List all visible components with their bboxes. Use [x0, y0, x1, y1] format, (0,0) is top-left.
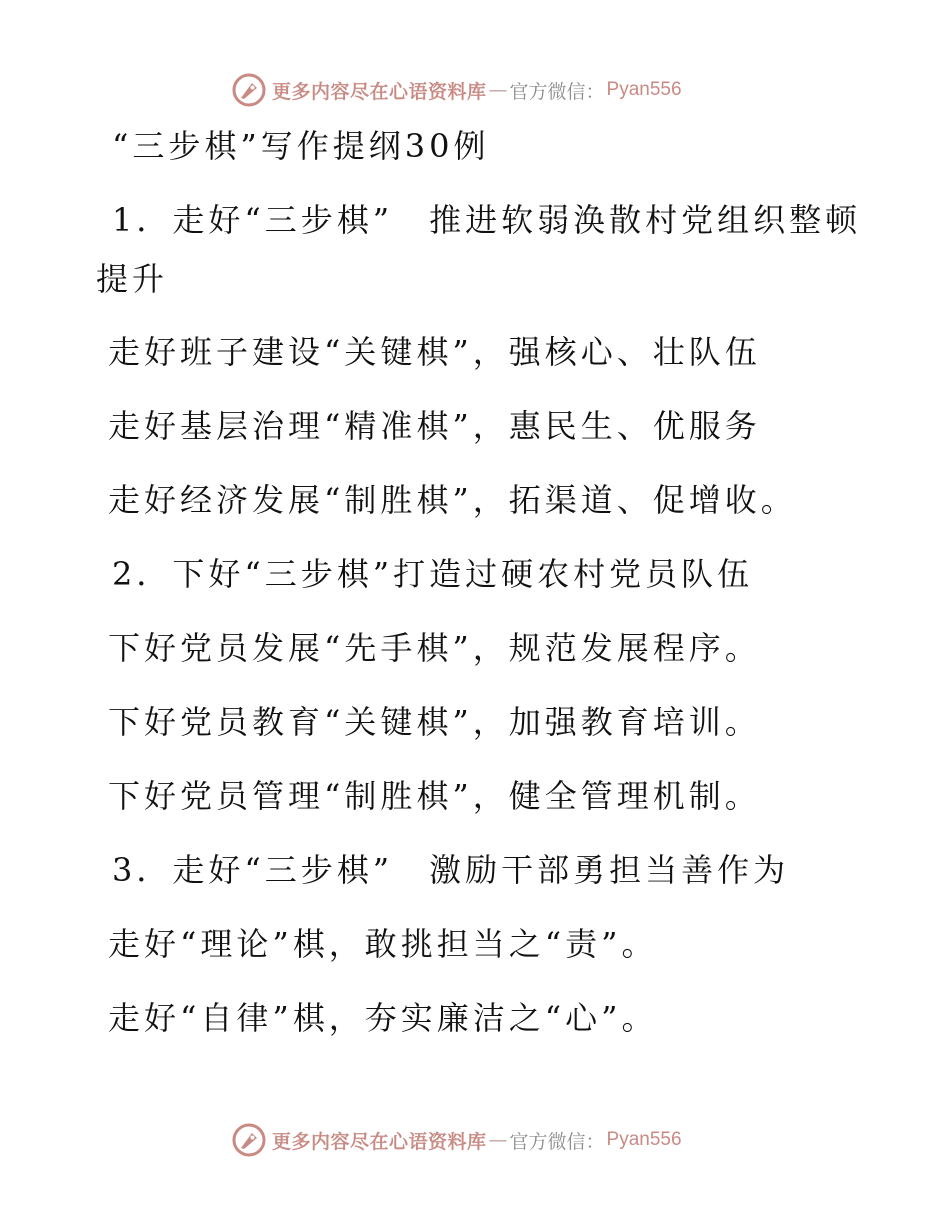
- watermark-label: 官方微信：: [509, 80, 605, 103]
- section-heading-1-continued-text: 提升: [96, 260, 169, 298]
- paragraph-line-text: 走好基层治理“精准棋”，惠民生、优服务: [108, 407, 761, 445]
- watermark-separator: —: [488, 79, 508, 101]
- paragraph-line-text: 下好党员发展“先手棋”，规范发展程序。: [108, 629, 761, 667]
- paragraph-line-text: 走好“理论”棋，敢挑担当之“责”。: [108, 925, 658, 963]
- watermark-label: 官方微信：: [509, 1130, 605, 1153]
- paragraph-line-text: 走好“自律”棋，夯实廉洁之“心”。: [108, 999, 658, 1037]
- pen-nib-logo-icon: [232, 73, 266, 107]
- paragraph-line-text: 走好班子建设“关键棋”，强核心、壮队伍: [108, 333, 761, 371]
- paragraph-line-text: 下好党员教育“关键棋”，加强教育培训。: [108, 703, 761, 741]
- paragraph-line-text: 下好党员管理“制胜棋”，健全管理机制。: [108, 777, 761, 815]
- footer-watermark: [232, 1122, 682, 1158]
- watermark-separator: —: [488, 1129, 508, 1151]
- watermark-text: 更多内容尽在心语资料库: [272, 1130, 487, 1153]
- document-title-text: “三步棋”写作提纲30例: [112, 127, 490, 165]
- watermark-account: Pyan556: [606, 1129, 682, 1150]
- watermark-account: Pyan556: [606, 79, 682, 100]
- paragraph-line-text: 走好经济发展“制胜棋”，拓渠道、促增收。: [108, 481, 797, 519]
- section-heading-1-text: 1．走好“三步棋” 推进软弱涣散村党组织整顿: [112, 201, 862, 239]
- header-watermark: [232, 72, 682, 108]
- watermark-text: 更多内容尽在心语资料库: [272, 80, 487, 103]
- section-heading-3-text: 3．走好“三步棋” 激励干部勇担当善作为: [112, 851, 790, 889]
- pen-nib-logo-icon: [232, 1123, 266, 1157]
- section-heading-2-text: 2．下好“三步棋”打造过硬农村党员队伍: [112, 555, 754, 593]
